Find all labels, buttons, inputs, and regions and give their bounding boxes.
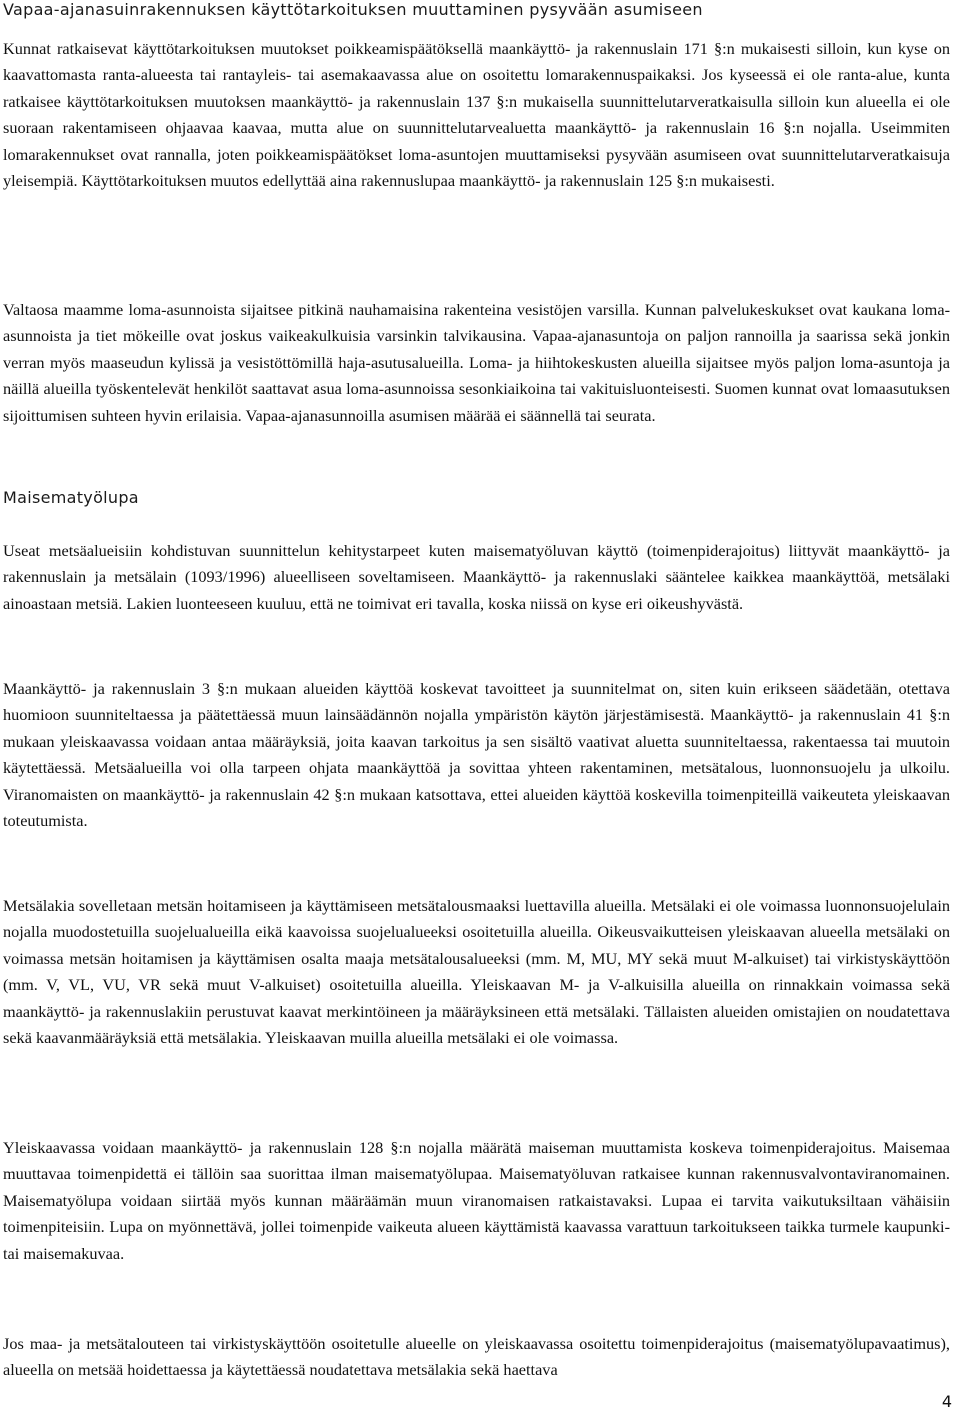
- section-heading-vapaa-ajanasunto: Vapaa-ajanasuinrakennuksen käyttötarkoituksen muuttaminen pysyvään asumiseen: [3, 0, 703, 19]
- section-heading-maisematyolupa: Maisematyölupa: [3, 488, 139, 507]
- page-number: 4: [941, 1392, 952, 1411]
- paragraph-loma-asuntojen-sijainti: Valtaosa maamme loma-asunnoista sijaitsee pitkinä nauhamaisina rakenteina vesistöjen varsilla. Kunnan palvelukeskukset ovat kaukana loma-asunnoista ja tiet mökeille ovat joskus vaikeakulkuisia varsinkin talvikausina. Vapaa-ajanasuntoja on paljon rannoilla ja saarissa sekä jonkin verran myös maaseudun kylissä ja vesistöttömillä haja-asutusalueilla. Loma- ja hiihtokeskusten alueilla sijaitsee myös paljon loma-asuntoja ja näillä alueilla työskentelevät henkilöt saattavat asua loma-asunnoissa sesonkiaikoina tai vakituisluonteisesti. Suomen kunnat ovat lomaasutuksen sijoittumisen suhteen hyvin erilaisia. Vapaa-ajanasunnoilla asumisen määrää ei säännellä tai seurata.: [3, 300, 950, 425]
- paragraph-metsaalueiden-suunnittelu: Useat metsäalueisiin kohdistuvan suunnittelun kehitystarpeet kuten maisematyöluvan käyttö (toimenpiderajoitus) liittyvät maankäyttö- ja rakennuslain ja metsälain (1093/1996) alueelliseen soveltamiseen. Maankäyttö- ja rakennuslaki sääntelee kaikkea maankäyttöä, metsälaki ainoastaan metsiä. Lakien luonteeseen kuuluu, että ne toimivat eri tavalla, koska niissä on kyse eri oikeushyvästä.: [3, 541, 950, 613]
- paragraph-maisematyolupavaatimus: Jos maa- ja metsätalouteen tai virkistyskäyttöön osoitetulle alueelle on yleiskaavassa osoitettu toimenpiderajoitus (maisematyölupavaatimus), alueella on metsää hoidettaessa ja käytettäessä noudatettava metsälakia sekä haettava: [3, 1334, 950, 1380]
- paragraph-toimenpiderajoitus: Yleiskaavassa voidaan maankäyttö- ja rakennuslain 128 §:n nojalla määrätä maiseman muuttamista koskeva toimenpiderajoitus. Maisemaa muuttavaa toimenpidettä ei tällöin saa suorittaa ilman maisematyölupaa. Maisematyöluvan ratkaisee kunnan rakennusvalvontaviranomainen. Maisematyölupa voidaan siirtää myös kunnan määräämän muun viranomaisen ratkaistavaksi. Lupaa ei tarvita vaikutuksiltaan vähäisiin toimenpiteisiin. Lupa on myönnettävä, jollei toimenpide vaikeuta alueen käyttämistä kaavassa varattuun tarkoitukseen taikka turmele kaupunki- tai maisemakuvaa.: [3, 1138, 950, 1263]
- paragraph-yleiskaavan-maaraykset: Maankäyttö- ja rakennuslain 3 §:n mukaan alueiden käyttöä koskevat tavoitteet ja suunnitelmat on, siten kuin erikseen säädetään, otettava huomioon suunniteltaessa ja päätettäessä muun lainsäädännön nojalla ympäristön käytön järjestämisestä. Maankäyttö- ja rakennuslain 41 §:n mukaan yleiskaavassa voidaan antaa määräyksiä, joita kaavan tarkoitus ja sen sisältö vaativat aluetta suunniteltaessa, rakentaessa tai muutoin käytettäessä. Metsäalueilla voi olla tarpeen ohjata maankäyttöä ja sovittaa yhteen rakentaminen, metsätalous, luonnonsuojelu ja ulkoilu. Viranomaisten on maankäyttö- ja rakennuslain 42 §:n mukaan katsottava, ettei alueiden käyttöä koskevilla toimenpiteillä vaikeuteta yleiskaavan toteutumista.: [3, 679, 950, 831]
- paragraph-metsalain-soveltaminen: Metsälakia sovelletaan metsän hoitamiseen ja käyttämiseen metsätalousmaaksi luettavilla alueilla. Metsälaki ei ole voimassa luonnonsuojelulain nojalla muodostetuilla suojelualueilla eikä kaavoissa suojelualueeksi osoitetuilla alueilla. Oikeusvaikutteisen yleiskaavan alueella metsälaki on voimassa metsän hoitamisen ja käyttämisen osalta maaja metsätalousalueeksi (mm. M, MU, MY sekä muut M-alkuiset) tai virkistyskäyttöön (mm. V, VL, VU, VR sekä muut V-alkuiset) osoitetuilla alueilla. Yleiskaavan M- ja V-alkuisilla alueilla on rinnakkain voimassa sekä maankäyttö- ja rakennuslakiin perustuvat kaavat merkintöineen ja määräyksineen että metsälaki. Tällaisten alueiden omistajien on noudatettava sekä kaavanmääräyksiä että metsälakia. Yleiskaavan muilla alueilla metsälaki ei ole voimassa.: [3, 896, 950, 1048]
- paragraph-kayttotarkoituksen-muutokset: Kunnat ratkaisevat käyttötarkoituksen muutokset poikkeamispäätöksellä maankäyttö- ja rakennuslain 171 §:n mukaisesti silloin, kun kyse on kaavattomasta ranta-alueesta tai rantayleis- tai asemakaavassa alue on osoitettu lomarakennuspaikaksi. Jos kyseessä ei ole ranta-alue, kunta ratkaisee käyttötarkoituksen muutoksen maankäyttö- ja rakennuslain 137 §:n mukaisella suunnittelutarveratkaisulla silloin kun alueella ei ole suoraan rakentamiseen ohjaavaa kaavaa, mutta alue on suunnittelutarvealuetta maankäyttö- ja rakennuslain 16 §:n nojalla. Useimmiten lomarakennukset ovat rannalla, joten poikkeamispäätökset loma-asuntojen muuttamiseksi pysyvään asumiseen ovat suunnittelutarveratkaisuja yleisempiä. Käyttötarkoituksen muutos edellyttää aina rakennuslupaa maankäyttö- ja rakennuslain 125 §:n mukaisesti.: [3, 39, 950, 191]
